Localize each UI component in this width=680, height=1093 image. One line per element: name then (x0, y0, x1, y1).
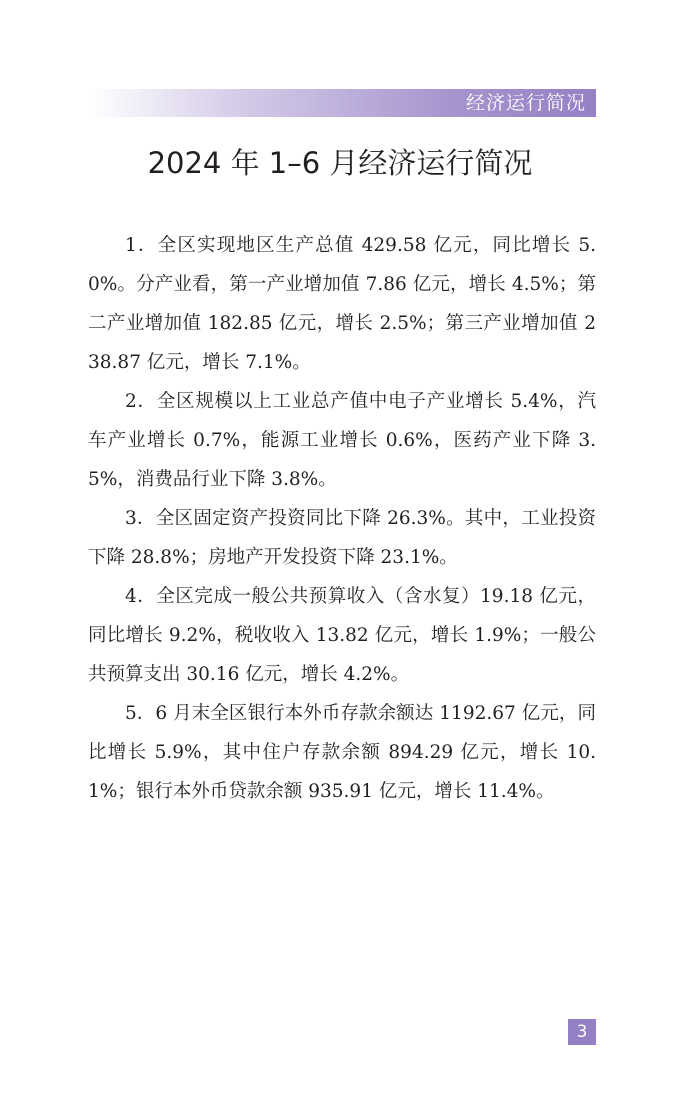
paragraph-banking: 5．6 月末全区银行本外币存款余额达 1192.67 亿元，同比增长 5.9%，其中住户存款余额 894.29 亿元，增长 10.1%；银行本外币贷款余额 935.91 亿元，增长 11.4%。 (88, 703, 596, 802)
paragraph-industry: 2．全区规模以上工业总产值中电子产业增长 5.4%，汽车产业增长 0.7%，能源工业增长 0.6%，医药产业下降 3.5%，消费品行业下降 3.8%。 (88, 391, 596, 490)
paragraph-investment: 3．全区固定资产投资同比下降 26.3%。其中，工业投资下降 28.8%；房地产开发投资下降 23.1%。 (88, 508, 596, 568)
paragraph-gdp: 1．全区实现地区生产总值 429.58 亿元，同比增长 5.0%。分产业看，第一产业增加值 7.86 亿元，增长 4.5%；第二产业增加值 182.85 亿元，增长 2.5%；第三产业增加值 238.87 亿元，增长 7.1%。 (88, 235, 596, 373)
section-header-band (88, 89, 596, 117)
page-number-badge: 3 (568, 1019, 596, 1045)
paragraph-budget: 4．全区完成一般公共预算收入（含水复）19.18 亿元，同比增长 9.2%，税收收入 13.82 亿元，增长 1.9%；一般公共预算支出 30.16 亿元，增长 4.2%。 (88, 586, 596, 685)
article-body (88, 226, 596, 811)
section-header-title: 经济运行简况 (465, 92, 586, 114)
page-title: 2024 年 1–6 月经济运行简况 (147, 146, 533, 180)
